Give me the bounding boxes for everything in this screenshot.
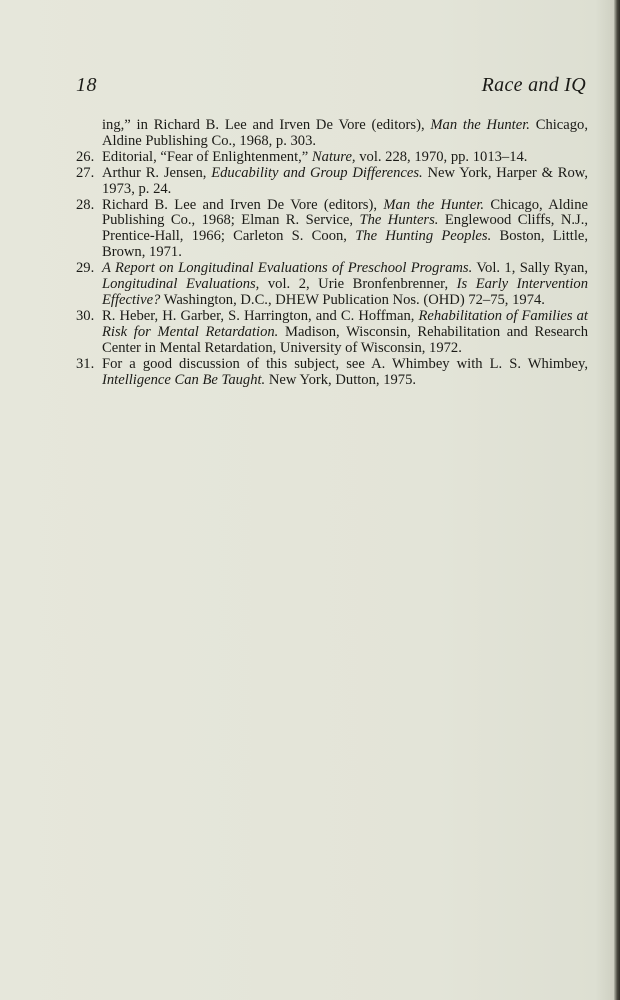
endnote-title-text: Longitudinal Evaluations, <box>102 276 260 293</box>
endnote-item <box>76 150 588 166</box>
endnote-item <box>76 118 588 150</box>
endnote-item <box>76 166 588 198</box>
endnote-title-text: Man the Hunter. <box>430 117 530 133</box>
endnote-title-text: Is Early Intervention Effective? <box>102 276 588 308</box>
endnote-item <box>76 309 588 357</box>
endnote-text: vol. 2, Urie Bronfenbrenner, <box>259 276 457 293</box>
endnote-text: Madison, Wisconsin, Rehabilitation and Research Center in Mental Retardation, University of Wisconsin, 1972. <box>102 323 588 356</box>
endnote-title-text: A Report on Longitudinal Evaluations of Preschool Programs. <box>102 260 473 277</box>
endnote-title-text: The Hunters. <box>359 212 439 229</box>
endnote-text: Washington, D.C., DHEW Publication Nos. (OHD) 72–75, 1974. <box>160 291 545 308</box>
endnote-number: 29. <box>76 260 95 277</box>
page-number: 18 <box>76 74 97 96</box>
endnotes-list <box>76 118 588 388</box>
endnote-title-text: Intelligence Can Be Taught. <box>102 371 266 388</box>
endnote-text: ing,” in Richard B. Lee and Irven De Vore (editors), <box>102 117 431 133</box>
page-edge-shadow <box>614 0 620 1000</box>
endnote-number: 27. <box>76 164 95 181</box>
endnote-text: For a good discussion of this subject, see A. Whimbey with L. S. Whimbey, <box>102 355 588 372</box>
endnote-text: New York, Dutton, 1975. <box>265 371 417 388</box>
endnote-item <box>76 357 588 389</box>
endnote-number: 26. <box>76 148 95 165</box>
endnote-text: vol. 228, 1970, pp. 1013–14. <box>355 148 528 165</box>
endnote-text: Vol. 1, Sally Ryan, <box>472 260 588 277</box>
endnote-title-text: Man the Hunter. <box>383 196 485 213</box>
endnote-title-text: Rehabilitation of Families at Risk for Mental Retardation. <box>102 307 588 340</box>
endnote-item <box>76 261 588 309</box>
running-head <box>76 74 586 104</box>
endnote-text: Englewood Cliffs, N.J., Prentice-Hall, 1966; Carleton S. Coon, <box>102 212 588 245</box>
endnote-text: Chicago, Aldine Publishing Co., 1968; Elman R. Service, <box>102 196 588 229</box>
endnote-text: Richard B. Lee and Irven De Vore (editors), <box>102 196 384 213</box>
endnote-number: 31. <box>76 355 95 372</box>
endnote-text: Editorial, “Fear of Enlightenment,” <box>102 148 312 165</box>
running-title: Race and IQ <box>481 74 586 96</box>
endnote-text: Chicago, Aldine Publishing Co., 1968, p. 303. <box>102 117 588 149</box>
endnote-text: Boston, Little, Brown, 1971. <box>102 228 588 261</box>
endnote-number: 30. <box>76 307 95 324</box>
endnote-item <box>76 198 588 262</box>
endnote-title-text: The Hunting Peoples. <box>355 228 492 245</box>
endnote-title-text: Nature, <box>311 148 356 165</box>
endnote-text: R. Heber, H. Garber, S. Harrington, and C. Hoffman, <box>102 307 419 324</box>
endnote-text: New York, Harper & Row, 1973, p. 24. <box>102 164 588 197</box>
endnote-number: 28. <box>76 196 95 213</box>
endnote-text: Arthur R. Jensen, <box>102 164 212 181</box>
endnote-title-text: Educability and Group Differences. <box>211 164 423 181</box>
